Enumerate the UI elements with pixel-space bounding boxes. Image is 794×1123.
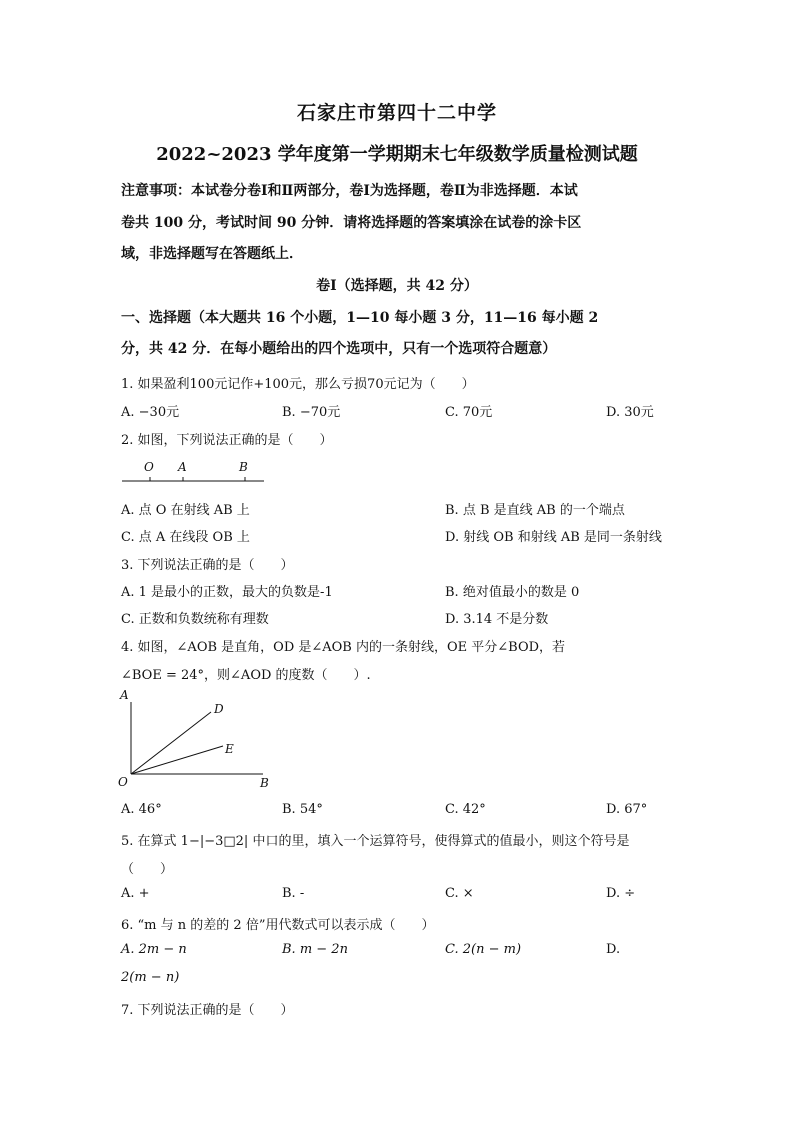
question-4-option-a[interactable]: A. 46° [121, 802, 162, 817]
question-2-stem: 2. 如图，下列说法正确的是（ ） [121, 433, 333, 448]
point-o-label: O [144, 460, 154, 474]
question-5-stem-line-1: 5. 在算式 1−|−3□2| 中口的里，填入一个运算符号，使得算式的值最小，则这个符号是 [121, 834, 630, 849]
question-2-figure [118, 455, 268, 487]
question-2-option-d[interactable]: D. 射线 OB 和射线 AB 是同一条射线 [445, 530, 662, 545]
question-3-option-a[interactable]: A. 1 是最小的正数，最大的负数是-1 [121, 585, 333, 600]
question-1-option-d[interactable]: D. 30元 [606, 405, 654, 420]
question-5-option-c[interactable]: C. × [445, 886, 474, 901]
section-title: 卷Ⅰ（选择题，共 42 分） [316, 278, 478, 294]
question-1-stem: 1. 如果盈利100元记作+100元，那么亏损70元记为（ ） [121, 377, 475, 392]
question-4-stem-line-1: 4. 如图，∠AOB 是直角，OD 是∠AOB 内的一条射线，OE 平分∠BOD，若 [121, 640, 566, 655]
question-3-option-d[interactable]: D. 3.14 不是分数 [445, 612, 549, 627]
ray-od [131, 712, 211, 774]
point-b-label: B [260, 776, 269, 790]
question-6-stem: 6. “m 与 n 的差的 2 倍”用代数式可以表示成（ ） [121, 918, 435, 933]
notice-line-2: 卷共 100 分，考试时间 90 分钟．请将选择题的答案填涂在试卷的涂卡区 [121, 215, 582, 231]
point-a-label: A [178, 460, 187, 474]
point-o-label: O [118, 775, 128, 789]
question-6-option-b[interactable]: B. m − 2n [282, 942, 348, 957]
question-4-option-c[interactable]: C. 42° [445, 802, 486, 817]
question-2-option-c[interactable]: C. 点 A 在线段 OB 上 [121, 530, 250, 545]
notice-line-1: 注意事项：本试卷分卷Ⅰ和Ⅱ两部分，卷Ⅰ为选择题，卷Ⅱ为非选择题．本试 [121, 183, 578, 199]
question-1-option-c[interactable]: C. 70元 [445, 405, 493, 420]
question-2-option-a[interactable]: A. 点 O 在射线 AB 上 [121, 503, 250, 518]
point-b-label: B [239, 460, 248, 474]
school-title: 石家庄市第四十二中学 [296, 102, 497, 124]
point-d-label: D [214, 702, 224, 716]
question-4-option-b[interactable]: B. 54° [282, 802, 323, 817]
question-5-stem-line-2: （ ） [121, 862, 174, 877]
question-2-option-b[interactable]: B. 点 B 是直线 AB 的一个端点 [445, 503, 625, 518]
question-6-option-a[interactable]: A. 2m − n [121, 942, 187, 957]
question-3-option-b[interactable]: B. 绝对值最小的数是 0 [445, 585, 580, 600]
question-4-figure [115, 688, 275, 794]
question-6-option-c[interactable]: C. 2(n − m) [445, 942, 522, 957]
question-3-option-c[interactable]: C. 正数和负数统称有理数 [121, 612, 269, 627]
question-3-stem: 3. 下列说法正确的是（ ） [121, 558, 294, 573]
part1-instruction-line-2: 分，共 42 分．在每小题给出的四个选项中，只有一个选项符合题意） [121, 341, 557, 357]
question-1-option-b[interactable]: B. −70元 [282, 405, 341, 420]
ray-oe [131, 746, 223, 774]
point-a-label: A [120, 688, 129, 702]
question-5-option-b[interactable]: B. - [282, 886, 305, 901]
part1-instruction-line-1: 一、选择题（本大题共 16 个小题，1—10 每小题 3 分，11—16 每小题 2 [121, 310, 599, 326]
notice-line-3: 域，非选择题写在答题纸上． [121, 246, 303, 262]
question-1-option-a[interactable]: A. −30元 [121, 405, 180, 420]
question-5-option-a[interactable]: A. + [121, 886, 150, 901]
question-4-option-d[interactable]: D. 67° [606, 802, 648, 817]
exam-title: 2022~2023 学年度第一学期期末七年级数学质量检测试题 [156, 144, 638, 165]
question-6-option-d[interactable]: D. [606, 942, 621, 957]
question-6-option-d-value: 2(m − n) [121, 970, 180, 985]
question-4-stem-line-2: ∠BOE = 24°，则∠AOD 的度数（ ）. [121, 668, 371, 683]
question-5-option-d[interactable]: D. ÷ [606, 886, 636, 901]
question-7-stem: 7. 下列说法正确的是（ ） [121, 1003, 294, 1018]
point-e-label: E [225, 742, 234, 756]
